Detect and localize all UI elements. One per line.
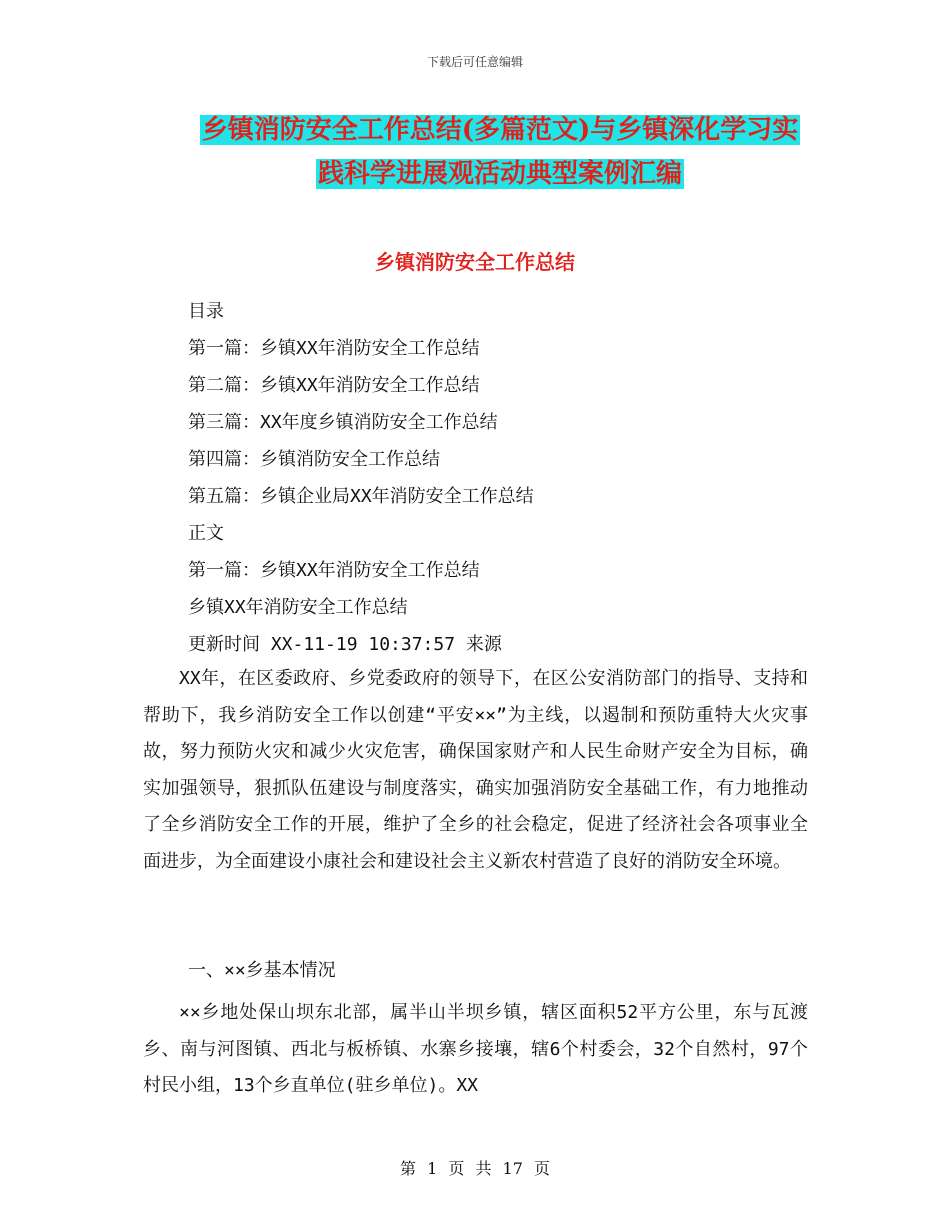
toc-line: 第一篇：乡镇XX年消防安全工作总结 (188, 560, 480, 581)
toc-line: 第四篇：乡镇消防安全工作总结 (188, 449, 440, 470)
section-title: 乡镇消防安全工作总结 (375, 250, 575, 274)
toc-line: 第五篇：乡镇企业局XX年消防安全工作总结 (188, 486, 534, 507)
toc-line: 乡镇XX年消防安全工作总结 (188, 597, 408, 618)
title-line-1: 乡镇消防安全工作总结(多篇范文)与乡镇深化学习实 (201, 115, 799, 145)
toc-line: 第一篇：乡镇XX年消防安全工作总结 (188, 338, 480, 359)
toc-line: 更新时间 XX-11-19 10:37:57 来源 (188, 634, 502, 655)
document-title (150, 108, 850, 196)
toc-line: 第二篇：乡镇XX年消防安全工作总结 (188, 375, 480, 396)
toc-line: 第三篇：XX年度乡镇消防安全工作总结 (188, 412, 498, 433)
toc-line: 正文 (188, 523, 224, 544)
page-footer: 第 1 页 共 17 页 (400, 1159, 550, 1178)
body-paragraph: ××乡地处保山坝东北部，属半山半坝乡镇，辖区面积52平方公里，东与瓦渡乡、南与河图镇、西北与板桥镇、水寨乡接壤，辖6个村委会，32个自然村，97个村民小组，13个乡直单位(驻乡单位)。XX (143, 1002, 808, 1097)
table-of-contents (188, 293, 828, 663)
toc-line: 目录 (188, 301, 224, 322)
body-paragraph: XX年，在区委政府、乡党委政府的领导下，在区公安消防部门的指导、支持和帮助下，我乡消防安全工作以创建“平安××”为主线，以遏制和预防重特大火灾事故，努力预防火灾和减少火灾危害，确保国家财产和人民生命财产安全为目标，确实加强领导，狠抓队伍建设与制度落实，确实加强消防安全基础工作，有力地推动了全乡消防安全工作的开展，维护了全乡的社会稳定，促进了经济社会各项事业全面进步，为全面建设小康社会和建设社会主义新农村营造了良好的消防安全环境。 (143, 668, 808, 872)
body-heading: 一、××乡基本情况 (188, 960, 336, 981)
header-note: 下载后可任意编辑 (426, 55, 523, 69)
title-line-2: 践科学进展观活动典型案例汇编 (317, 159, 682, 189)
